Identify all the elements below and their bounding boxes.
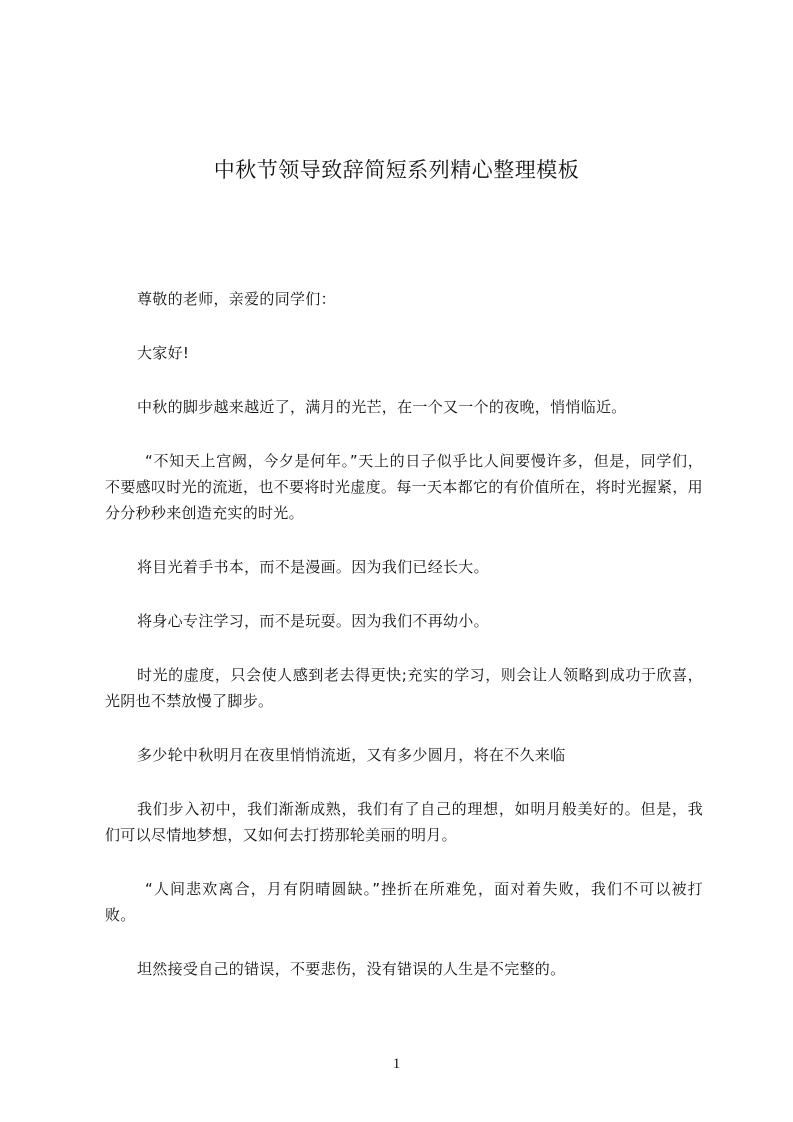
page-number: 1 — [392, 1056, 401, 1072]
paragraph-quote: “不知天上宫阙，今夕是何年。”天上的日子似乎比人间要慢许多，但是，同学们，不要感叹时光的流逝，也不要将时光虚度。每一天本都它的有价值所在，将时光握紧，用分分秒秒来创造充实的时光。 — [105, 452, 703, 522]
paragraph: 我们步入初中，我们渐渐成熟，我们有了自己的理想，如明月般美好的。但是，我们可以尽情地梦想，又如何去打捞那轮美丽的明月。 — [105, 800, 703, 844]
paragraph: 中秋的脚步越来越近了，满月的光芒，在一个又一个的夜晚，悄悄临近。 — [137, 398, 627, 416]
paragraph: 坦然接受自己的错误，不要悲伤，没有错误的人生是不完整的。 — [137, 960, 566, 978]
paragraph: 时光的虚度，只会使人感到老去得更快;充实的学习，则会让人领略到成功于欣喜，光阴也不禁放慢了脚步。 — [105, 666, 703, 710]
paragraph: 多少轮中秋明月在夜里悄悄流逝，又有多少圆月，将在不久来临 — [137, 746, 566, 764]
document-title: 中秋节领导致辞简短系列精心整理模板 — [213, 158, 580, 183]
paragraph-greeting: 尊敬的老师，亲爱的同学们： — [137, 290, 336, 308]
document-body — [105, 286, 703, 1010]
paragraph: 将目光着手书本，而不是漫画。因为我们已经长大。 — [137, 558, 489, 576]
paragraph: 将身心专注学习，而不是玩耍。因为我们不再幼小。 — [137, 612, 489, 630]
paragraph-quote: “人间悲欢离合，月有阴晴圆缺。”挫折在所难免，面对着失败，我们不可以被打败。 — [105, 880, 703, 924]
paragraph-hello: 大家好! — [137, 344, 190, 362]
